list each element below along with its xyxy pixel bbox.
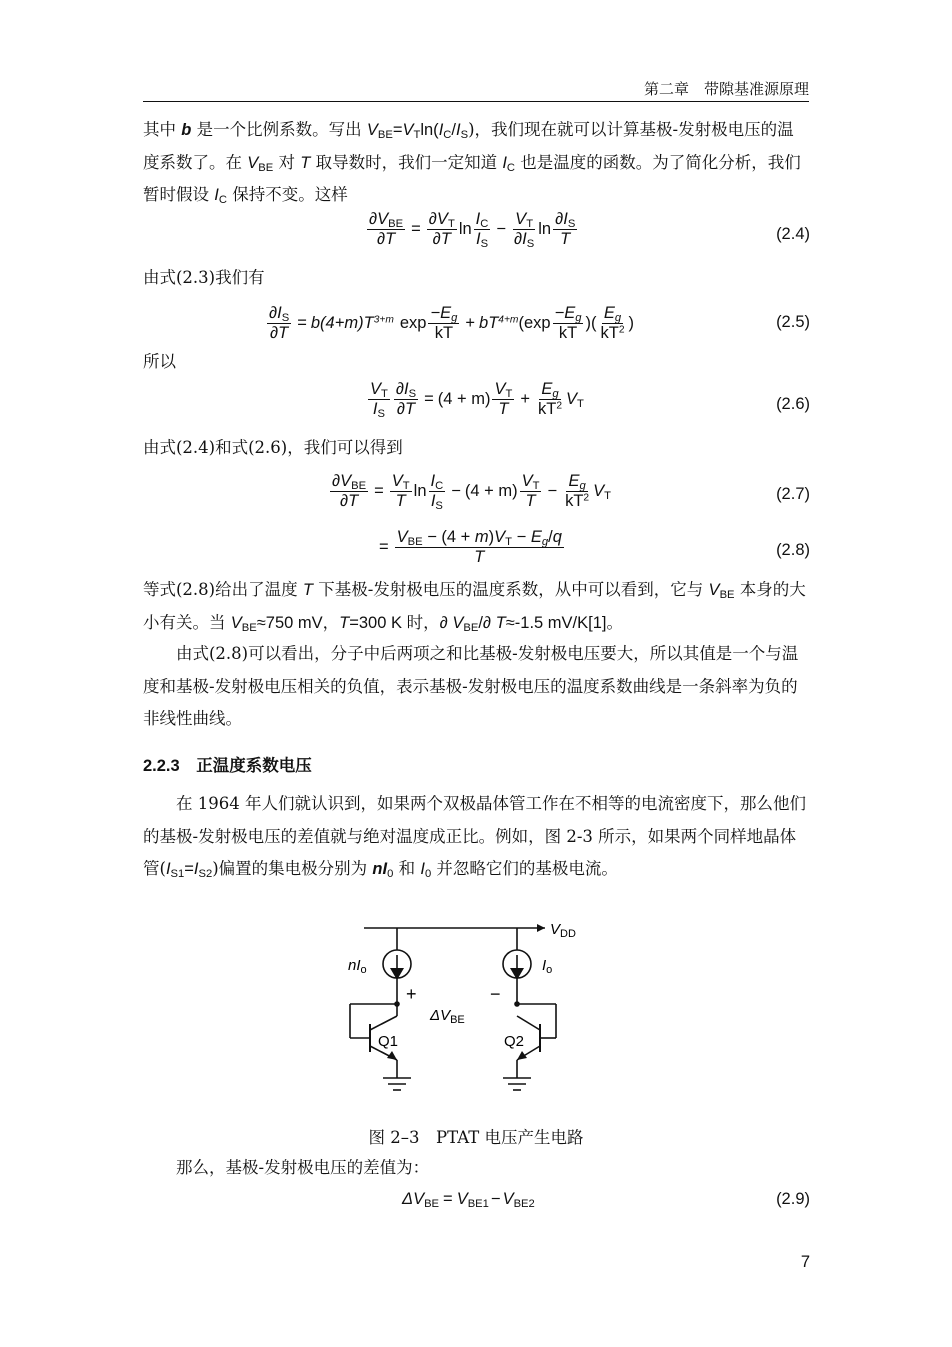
q2-collector-dot — [514, 1001, 520, 1007]
equation-number-2-4: (2.4) — [776, 225, 810, 243]
figure-caption: 图 2–3 PTAT 电压产生电路 — [368, 1128, 584, 1147]
q2-label: Q2 — [504, 1033, 525, 1050]
paragraph-from-eq-2-4-2-6: 由式(2.4)和式(2.6)，我们可以得到 — [143, 438, 403, 457]
equation-number-2-7: (2.7) — [776, 485, 810, 503]
paragraph-negative-slope: 由式(2.8)可以看出，分子中后两项之和比基极-发射极电压要大，所以其值是一个与温度和基极-发射极电压相关的负值，表示基极-发射极电压的温度系数曲线是一条斜率为负的非线性曲线。 — [143, 644, 799, 728]
equation-number-2-9: (2.9) — [776, 1190, 810, 1208]
equation-2-4: $\partial V_{BE}$ ∂T = $\frac{\partial V_T}{\partial T}$ ln $I_C$ $I_S$ − $\frac{V_T}{\partial I_S}$ ln $\partial I_S$ T — [369, 210, 576, 250]
page-number: 7 — [800, 1253, 810, 1271]
paragraph-from-eq-2-3: 由式(2.3)我们有 — [143, 268, 265, 287]
equation-2-6: $V_T$ $I_S$ $\frac{\partial I_S}{\partial T}$ = (4 + m) $V_T$ T + $\frac{E_g}{kT^2}$ $V_T$ — [370, 380, 584, 420]
paragraph-therefore: 所以 — [143, 352, 176, 371]
current-source-1-arrow-head — [390, 968, 404, 980]
section-heading: 2.2.3 正温度系数电压 — [143, 757, 312, 775]
q1-collector-dot — [394, 1001, 400, 1007]
q1-label: Q1 — [378, 1033, 399, 1050]
header-rule — [143, 101, 809, 102]
source-1-label: $nI_o$ — [348, 957, 367, 976]
equation-number-2-5: (2.5) — [776, 313, 810, 331]
ptat-circuit-diagram — [340, 908, 600, 1118]
running-header: 第二章 带隙基准源原理 — [643, 80, 809, 98]
equation-2-9: $\Delta V_{BE}$ = $V_{BE1}$ − $V_{BE2}$ — [402, 1190, 535, 1210]
vdd-arrow — [537, 924, 545, 932]
paragraph-difference: 那么，基极-发射极电压的差值为： — [176, 1158, 430, 1177]
paragraph-ptat-intro: 在 1964 年人们就认识到，如果两个双极晶体管工作在不相等的电流密度下，那么他们的基极-发射极电压的差值就与绝对温度成正比。例如，图 2-3 所示，如果两个同样地晶体管$(I_{S1}=I_{S2})$偏置的集电极分别为 $nI_0$ 和 $I_0$ 并忽略它们的基极电流。 — [143, 794, 806, 880]
q1-collector-lead — [370, 1016, 397, 1030]
minus-sign: − — [490, 984, 501, 1004]
delta-vbe-label: $\Delta V_{BE}$ — [430, 1007, 465, 1026]
equation-2-7: $\partial V_{BE}$ ∂T = $\frac{V_T}{T}$ ln $I_C$ $I_S$ − (4 + m) $V_T$ T − $\frac{E_g}{kT^2}$ $V_T$ — [332, 472, 611, 512]
paragraph-temp-coefficient: 等式(2.8)给出了温度 T 下基极-发射极电压的温度系数，从中可以看到，它与 $V_{BE}$ 本身的大小有关。当 $V_{BE}\approx 750$ mV，T=300 K 时，∂ $V_{BE}/\partial$ T≈-1.5 mV/K[1]。 — [143, 580, 806, 634]
current-source-2-arrow-head — [510, 968, 524, 980]
equation-2-8: = $V_{BE} - (4 + m)V_T - E_g/q$ T — [379, 528, 562, 566]
equation-2-5: $\frac{\partial I_S}{\partial T}$ = $b(4+m)T^{3+m}$ exp $-E_g$ kT + $bT^{4+m}$ (exp $-E_g$ kT )( $E_g$ $kT^2$ ) — [269, 304, 634, 342]
equation-number-2-6: (2.6) — [776, 395, 810, 413]
source-2-label: $I_o$ — [542, 957, 553, 976]
plus-sign: + — [406, 984, 417, 1004]
paragraph-intro: 其中 b 是一个比例系数。写出 $V_{BE}=V_T\ln(I_C/I_S)$，我们现在就可以计算基极-发射极电压的温度系数了。在 $V_{BE}$ 对 T 取导数时，我们一定知道 $I_C$ 也是温度的函数。为了简化分析，我们暂时假设 $I_C$ 保持不变。这样 — [143, 120, 801, 206]
vdd-label: $V_{DD}$ — [550, 921, 576, 940]
equation-number-2-8: (2.8) — [776, 541, 810, 559]
q2-collector-lead — [517, 1016, 540, 1030]
